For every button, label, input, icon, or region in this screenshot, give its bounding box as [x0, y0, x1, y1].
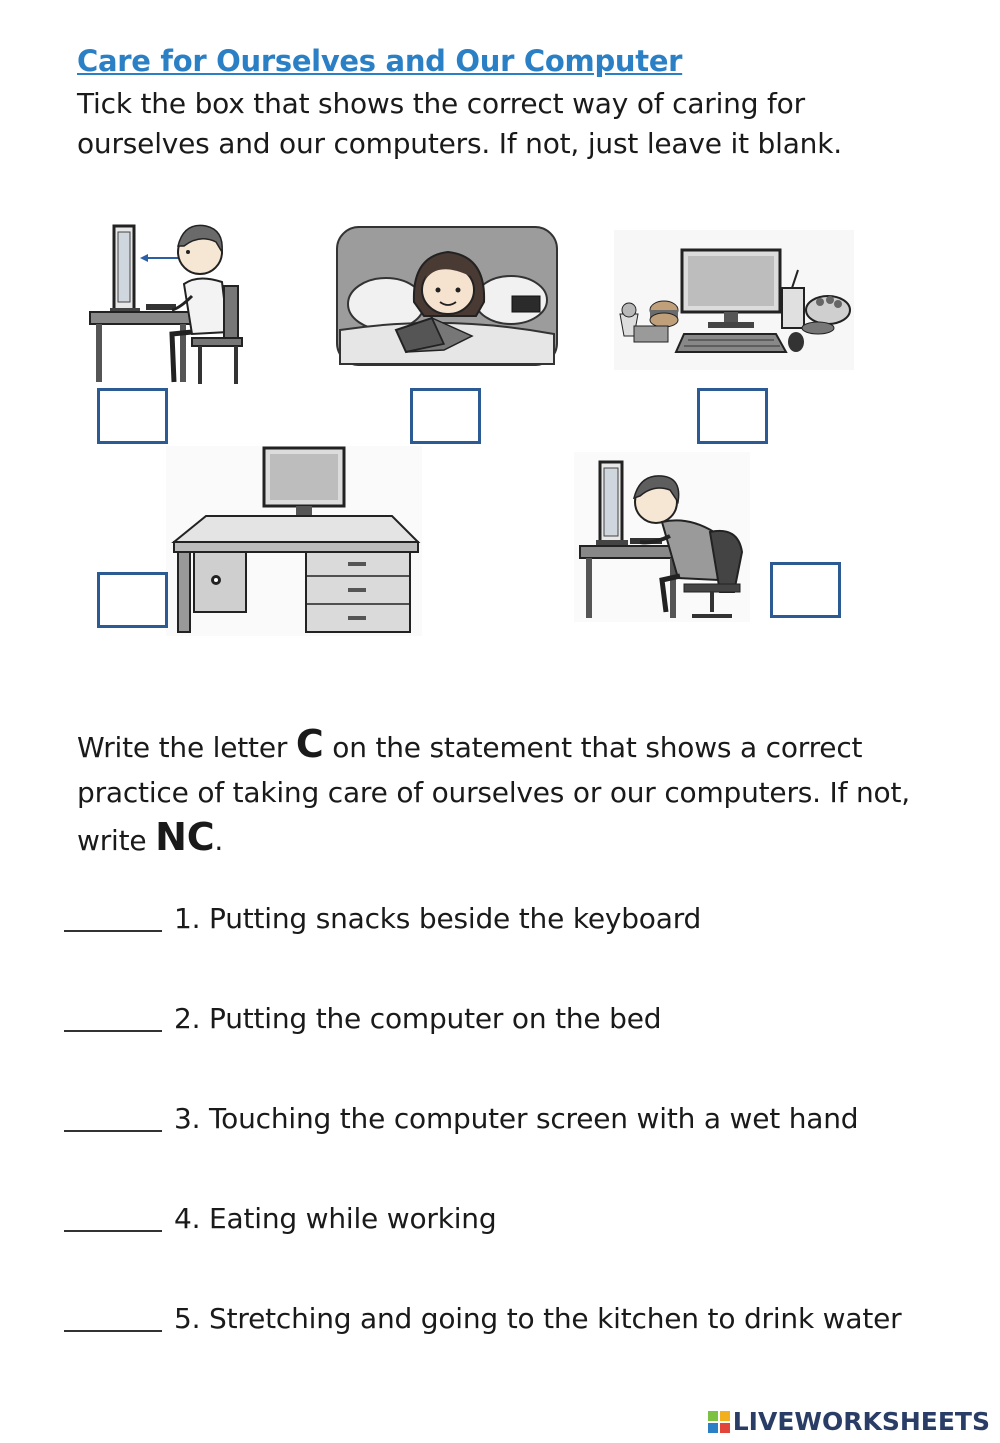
liveworksheets-logo-icon: [708, 1411, 730, 1433]
statement-row-2: [64, 1002, 964, 1035]
letters-nc: NC: [155, 815, 215, 859]
tick-instructions: Tick the box that shows the correct way of caring for ourselves and our computers. If not, just leave it blank.: [77, 87, 842, 160]
write-letter-instructions: [77, 722, 947, 863]
girl-laptop-on-bed-illustration: [336, 226, 558, 366]
statement-text-5: 5. Stretching and going to the kitchen to drink water: [174, 1302, 902, 1335]
statement-text-4: 4. Eating while working: [174, 1202, 497, 1235]
statement-row-1: [64, 902, 964, 935]
statement-row-4: [64, 1202, 964, 1235]
instruction-text-part1: Write the letter: [77, 731, 296, 764]
tick-box-4[interactable]: [97, 572, 168, 628]
answer-blank-4[interactable]: [64, 1230, 162, 1232]
tick-box-3[interactable]: [697, 388, 768, 444]
page-title: Care for Ourselves and Our Computer: [77, 44, 683, 78]
statement-row-3: [64, 1102, 964, 1135]
brand-name: LIVEWORKSHEETS: [732, 1407, 990, 1436]
computer-desk-illustration: [166, 446, 422, 636]
tick-box-2[interactable]: [410, 388, 481, 444]
computer-with-snacks-illustration: [614, 230, 854, 370]
statement-text-2: 2. Putting the computer on the bed: [174, 1002, 662, 1035]
child-correct-distance-illustration: [88, 212, 256, 387]
statement-text-3: 3. Touching the computer screen with a wet hand: [174, 1102, 859, 1135]
answer-blank-3[interactable]: [64, 1130, 162, 1132]
tick-box-1[interactable]: [97, 388, 168, 444]
answer-blank-2[interactable]: [64, 1030, 162, 1032]
answer-blank-1[interactable]: [64, 930, 162, 932]
answer-blank-5[interactable]: [64, 1330, 162, 1332]
instruction-text-part2: on the statement that shows a correct practice of taking care of ourselves or our computers. If not, write: [77, 731, 910, 857]
boy-too-close-to-screen-illustration: [574, 452, 750, 622]
letter-c: C: [295, 722, 324, 766]
liveworksheets-brand: [708, 1407, 990, 1436]
statement-text-1: 1. Putting snacks beside the keyboard: [174, 902, 702, 935]
tick-box-5[interactable]: [770, 562, 841, 618]
instruction-period: .: [214, 824, 224, 857]
statement-row-5: [64, 1302, 964, 1335]
